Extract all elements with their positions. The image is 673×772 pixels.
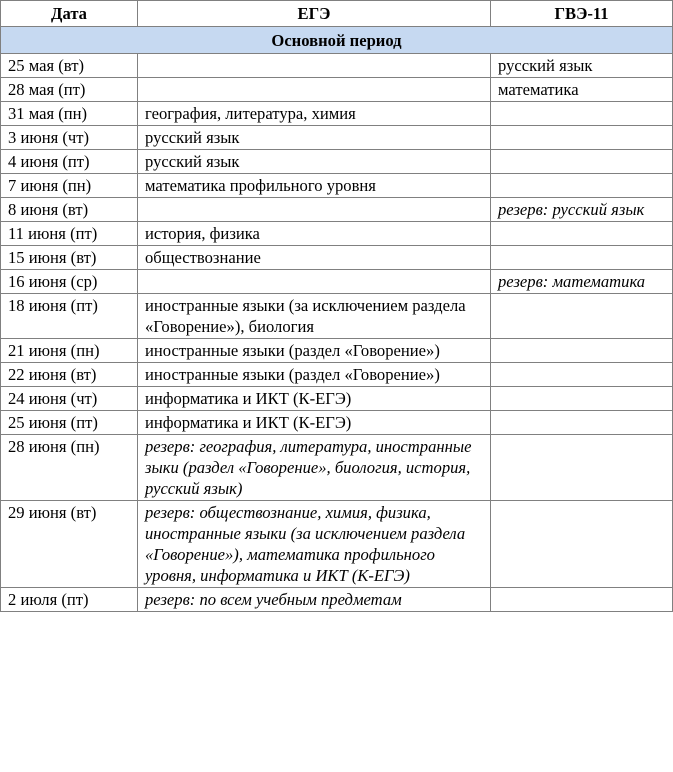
ege-cell: иностранные языки (за исключением раздела «Говорение»), биология (138, 294, 491, 339)
gve-cell: русский язык (491, 54, 673, 78)
ege-cell (138, 198, 491, 222)
header-row (1, 1, 673, 27)
ege-cell: иностранные языки (раздел «Говорение») (138, 339, 491, 363)
gve-cell: резерв: русский язык (491, 198, 673, 222)
gve-cell (491, 339, 673, 363)
gve-cell (491, 174, 673, 198)
header-date: Дата (1, 1, 138, 27)
table-row (1, 294, 673, 339)
ege-cell: информатика и ИКТ (К-ЕГЭ) (138, 411, 491, 435)
table-row (1, 222, 673, 246)
date-cell: 21 июня (пн) (1, 339, 138, 363)
gve-cell (491, 102, 673, 126)
date-cell: 18 июня (пт) (1, 294, 138, 339)
ege-cell: география, литература, химия (138, 102, 491, 126)
gve-cell (491, 411, 673, 435)
table-row (1, 588, 673, 612)
period-row (1, 27, 673, 54)
ege-cell: история, физика (138, 222, 491, 246)
ege-cell (138, 54, 491, 78)
date-cell: 29 июня (вт) (1, 501, 138, 588)
gve-cell (491, 126, 673, 150)
date-cell: 25 мая (вт) (1, 54, 138, 78)
table-row (1, 174, 673, 198)
date-cell: 15 июня (вт) (1, 246, 138, 270)
ege-cell (138, 270, 491, 294)
gve-cell (491, 435, 673, 501)
gve-cell (491, 294, 673, 339)
gve-cell (491, 588, 673, 612)
ege-cell: русский язык (138, 150, 491, 174)
table-row (1, 387, 673, 411)
date-cell: 28 июня (пн) (1, 435, 138, 501)
gve-cell (491, 150, 673, 174)
table-row (1, 363, 673, 387)
header-gve: ГВЭ-11 (491, 1, 673, 27)
table-row (1, 198, 673, 222)
table-row (1, 501, 673, 588)
date-cell: 8 июня (вт) (1, 198, 138, 222)
date-cell: 3 июня (чт) (1, 126, 138, 150)
table-row (1, 339, 673, 363)
ege-cell: русский язык (138, 126, 491, 150)
period-label: Основной период (1, 27, 673, 54)
date-cell: 22 июня (вт) (1, 363, 138, 387)
table-row (1, 126, 673, 150)
date-cell: 25 июня (пт) (1, 411, 138, 435)
table-row (1, 246, 673, 270)
gve-cell (491, 222, 673, 246)
ege-cell: резерв: обществознание, химия, физика, иностранные языки (за исключением раздела «Говорение»), математика профильного уровня, информатика и ИКТ (К-ЕГЭ) (138, 501, 491, 588)
date-cell: 2 июля (пт) (1, 588, 138, 612)
date-cell: 31 мая (пн) (1, 102, 138, 126)
gve-cell: математика (491, 78, 673, 102)
date-cell: 11 июня (пт) (1, 222, 138, 246)
date-cell: 24 июня (чт) (1, 387, 138, 411)
ege-cell: информатика и ИКТ (К-ЕГЭ) (138, 387, 491, 411)
table-row (1, 54, 673, 78)
gve-cell (491, 501, 673, 588)
ege-cell: иностранные языки (раздел «Говорение») (138, 363, 491, 387)
ege-cell: обществознание (138, 246, 491, 270)
ege-cell: резерв: по всем учебным предметам (138, 588, 491, 612)
table-row (1, 435, 673, 501)
gve-cell (491, 363, 673, 387)
table-row (1, 270, 673, 294)
table-row (1, 102, 673, 126)
ege-cell (138, 78, 491, 102)
gve-cell (491, 387, 673, 411)
date-cell: 28 мая (пт) (1, 78, 138, 102)
table-row (1, 78, 673, 102)
table-row (1, 150, 673, 174)
ege-cell: резерв: география, литература, иностранные зыки (раздел «Говорение», биология, история, русский язык) (138, 435, 491, 501)
date-cell: 7 июня (пн) (1, 174, 138, 198)
table-row (1, 411, 673, 435)
gve-cell: резерв: математика (491, 270, 673, 294)
date-cell: 16 июня (ср) (1, 270, 138, 294)
date-cell: 4 июня (пт) (1, 150, 138, 174)
gve-cell (491, 246, 673, 270)
header-ege: ЕГЭ (138, 1, 491, 27)
ege-cell: математика профильного уровня (138, 174, 491, 198)
